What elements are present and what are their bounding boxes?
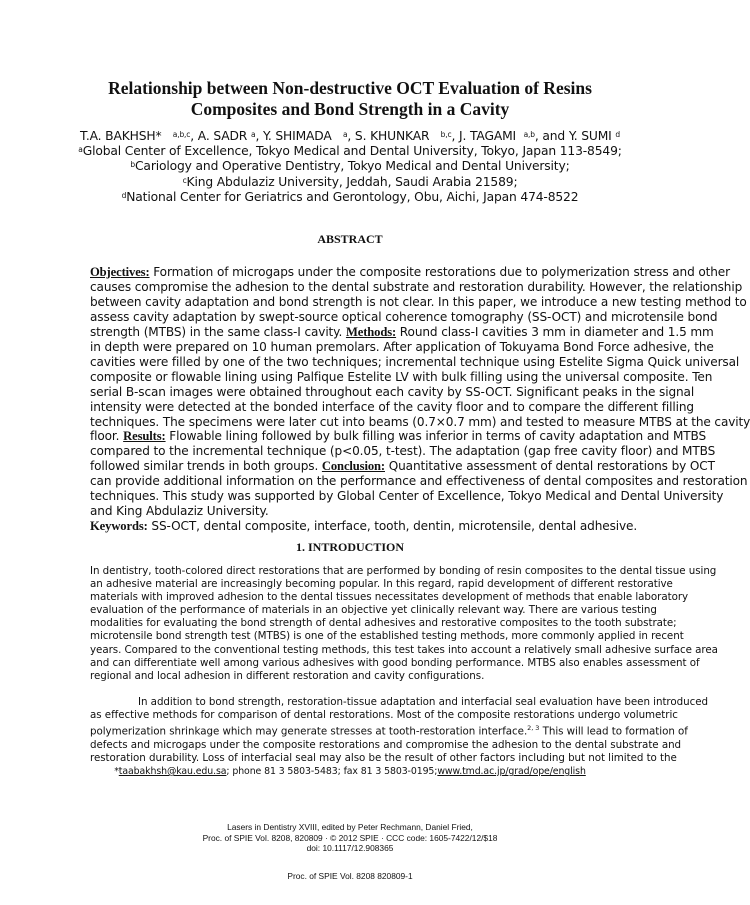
author-affiliation-sup: a,b — [523, 130, 535, 139]
author-name: , Y. SHIMADA — [255, 129, 332, 143]
abstract-line: and King Abdulaziz University. — [90, 504, 269, 519]
abstract-line: between cavity adaptation and bond strength is not clear. In this paper, we introduce a new testing method to — [90, 294, 747, 309]
abstract-line: assess cavity adaptation by swept-source optical coherence tomography (SS-OCT) and microtensile bond — [90, 309, 718, 324]
author-name: , and Y. SUMI — [534, 129, 612, 143]
affiliation-d — [60, 190, 640, 205]
paper-title — [60, 78, 640, 120]
keywords-label: Keywords: — [90, 519, 148, 534]
intro-line: regional and local adhesion in different restoration and cavity configurations. — [90, 669, 485, 682]
objectives-label: Objectives: — [90, 265, 150, 279]
abstract-text: Formation of microgaps under the composite restorations due to polymerization stress and other — [149, 265, 730, 279]
author-name: , J. TAGAMI — [451, 129, 517, 143]
website-link[interactable]: www.tmd.ac.jp/grad/ope/english — [437, 766, 586, 777]
corresponding-author-footnote — [60, 766, 640, 777]
intro-line: years. Compared to the conventional testing methods, this test takes into account a relatively small adhesive surface area — [90, 643, 718, 656]
abstract-text: strength (MTBS) in the same class-I cavity. — [90, 324, 346, 339]
results-label: Results: — [123, 429, 166, 444]
author-affiliation-sup: b,c — [440, 130, 452, 139]
abstract-text: Round class-I cavities 3 mm in diameter and 1.5 mm — [396, 324, 714, 339]
author-affiliation-sup: a — [250, 130, 256, 139]
author-affiliation-sup: a — [342, 130, 348, 139]
intro-line: In dentistry, tooth-colored direct restorations that are performed by bonding of resin composites to the dental tissue using — [90, 565, 717, 577]
conclusion-label: Conclusion: — [321, 459, 385, 474]
abstract-text: Flowable lining followed by bulk filling was inferior in terms of cavity adaptation and MTBS — [165, 429, 707, 444]
intro-line: as effective methods for comparison of dental restorations. Most of the composite restorations undergo volumetric — [90, 708, 678, 721]
abstract-line: intensity were detected at the bonded interface of the cavity floor and to compare the different filling — [90, 399, 694, 414]
affiliation-text: National Center for Geriatrics and Gerontology, Obu, Aichi, Japan 474-8522 — [126, 189, 579, 204]
abstract-line: can provide additional information on the performance and effectiveness of dental composites and restoration — [90, 474, 748, 489]
intro-line: microtensile bond strength test (MTBS) is one of the established testing methods, more commonly applied in recent — [90, 630, 684, 643]
reference-sup: 2, 3 — [527, 724, 540, 733]
introduction-body — [90, 565, 718, 765]
author-name: , S. KHUNKAR — [347, 129, 430, 143]
title-line-2: Composites and Bond Strength in a Cavity — [190, 99, 510, 119]
affiliation-text: Cariology and Operative Dentistry, Tokyo Medical and Dental University; — [135, 159, 570, 174]
author-name: T.A. BAKHSH* — [79, 129, 162, 143]
abstract-text: followed similar trends in both groups. — [90, 459, 322, 474]
abstract-line: techniques. This study was supported by Global Center of Excellence, Tokyo Medical and Dental University — [90, 489, 724, 504]
abstract-line: compared to the incremental technique (p<0.05, t-test). The adaptation (gap free cavity floor) and MTBS — [90, 444, 716, 459]
author-list — [60, 129, 640, 144]
intro-line: evaluation of the performance of materials in an objective yet clinically relevant way. There are various testing — [90, 604, 657, 617]
proceedings-line: Proc. of SPIE Vol. 8208, 820809 · © 2012 SPIE · CCC code: 1605-7422/12/$18 — [202, 832, 498, 843]
abstract-line — [90, 429, 707, 444]
page-number: Proc. of SPIE Vol. 8208 820809-1 — [287, 871, 413, 881]
intro-text: This will lead to formation of — [539, 725, 688, 738]
author-block — [60, 129, 640, 205]
affiliation-a — [60, 144, 640, 159]
abstract-line: causes compromise the adhesion to the dental substrate and restoration durability. However, the relationship — [90, 279, 743, 294]
abstract-text: Quantitative assessment of dental restorations by OCT — [384, 459, 715, 474]
intro-line: materials with improved adhesion to the dental tissues necessitates development of methods that enable laboratory — [90, 591, 689, 604]
keywords-text: SS-OCT, dental composite, interface, tooth, dentin, microtensile, dental adhesive. — [147, 519, 638, 534]
affiliation-text: Global Center of Excellence, Tokyo Medical and Dental University, Tokyo, Japan 113-8549; — [82, 144, 622, 159]
author-affiliation-sup: d — [615, 130, 621, 139]
affiliation-sup: c — [182, 175, 187, 185]
abstract-body — [90, 265, 750, 534]
intro-text: polymerization shrinkage which may generate stresses at tooth-restoration interface. — [90, 725, 528, 738]
author-affiliation-sup: a,b,c — [172, 130, 191, 139]
abstract-line — [90, 459, 715, 474]
keywords-line — [90, 519, 638, 534]
doi-line: doi: 10.1117/12.908365 — [306, 843, 394, 854]
author-name: , A. SADR — [190, 129, 248, 143]
methods-label: Methods: — [345, 324, 397, 339]
proceedings-line: Lasers in Dentistry XVIII, edited by Peter Rechmann, Daniel Fried, — [227, 822, 473, 832]
affiliation-sup: a — [78, 145, 83, 155]
affiliation-c — [60, 175, 640, 190]
abstract-line: composite or flowable lining using Palfique Estelite LV with bulk filling using the universal composite. Ten — [90, 369, 713, 384]
affiliation-b — [60, 159, 640, 174]
paragraph-gap — [90, 683, 621, 696]
abstract-line — [90, 265, 730, 280]
intro-line: defects and microgaps under the composite restorations and compromise the adhesion to the dental substrate and — [90, 738, 682, 751]
phone-fax-text: ; phone 81 3 5803-5483; fax 81 3 5803-0195; — [226, 766, 438, 777]
abstract-line: techniques. The specimens were later cut into beams (0.7×0.7 mm) and tested to measure MTBS at the cavity — [90, 414, 750, 429]
intro-line: restoration durability. Loss of interfacial seal may also be the result of other factors including but not limited to the — [90, 751, 677, 764]
abstract-line: serial B-scan images were obtained throughout each cavity by SS-OCT. Significant peaks in the signal — [90, 384, 695, 399]
intro-line: In addition to bond strength, restoration-tissue adaptation and interfacial seal evaluation have been introduced — [138, 695, 708, 708]
abstract-text: floor. — [90, 429, 124, 444]
intro-line: an adhesive material are increasingly becoming popular. In this regard, rapid development of different restorative — [90, 578, 673, 591]
email-link[interactable]: taabakhsh@kau.edu.sa — [118, 766, 227, 777]
affiliation-sup: b — [130, 160, 135, 170]
footnote-marker: * — [114, 766, 119, 777]
abstract-line — [90, 324, 714, 340]
abstract-line: in depth were prepared on 10 human premolars. After application of Tokuyama Bond Force adhesive, the — [90, 339, 714, 354]
introduction-heading: 1. INTRODUCTION — [295, 540, 404, 554]
affiliation-text: King Abdulaziz University, Jeddah, Saudi Arabia 21589; — [186, 174, 518, 189]
title-line-1: Relationship between Non-destructive OCT Evaluation of Resins — [108, 78, 592, 98]
affiliation-sup: d — [121, 190, 127, 200]
proceedings-info — [60, 822, 640, 854]
abstract-line: cavities were filled by one of the two techniques; incremental technique using Estelite Sigma Quick universal — [90, 354, 740, 369]
intro-line — [90, 722, 688, 739]
intro-line: and can differentiate well among various adhesives with good bonding performance. MTBS also enables assessment of — [90, 656, 700, 669]
abstract-heading: ABSTRACT — [317, 232, 383, 246]
intro-line: modalities for evaluating the bond strength of dental adhesives and restorative composites to the tooth substrate; — [90, 617, 677, 630]
